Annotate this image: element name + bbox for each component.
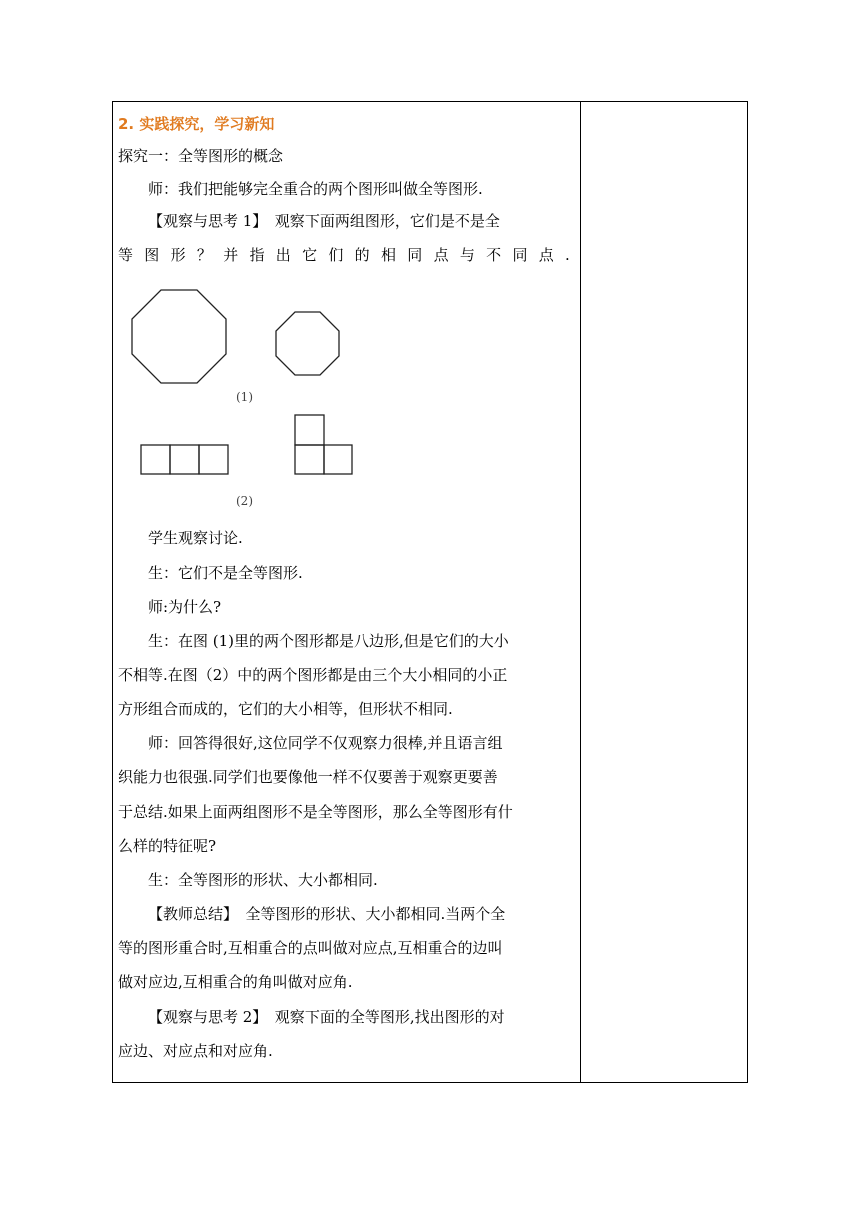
paragraph-observe1: 【观察与思考 1】 观察下面两组图形，它们是不是全 [148, 212, 500, 230]
spaced-char: 点 [433, 246, 449, 264]
spaced-char: . [565, 246, 570, 264]
spaced-char: 相 [380, 246, 396, 264]
paragraph-summary-3: 做对应边,互相重合的角叫做对应角. [118, 973, 353, 991]
spaced-char: 图 [144, 246, 160, 264]
paragraph-definition: 师：我们把能够完全重合的两个图形叫做全等图形. [148, 180, 483, 198]
large-octagon [132, 290, 226, 383]
spaced-char: 点 [538, 246, 554, 264]
paragraph-teacher-praise-3: 于总结.如果上面两组图形不是全等图形，那么全等图形有什 [118, 803, 513, 821]
spaced-char: ？ [196, 246, 212, 264]
paragraph-student-answer: 生：它们不是全等图形. [148, 564, 303, 582]
paragraph-observe2-1: 【观察与思考 2】 观察下面的全等图形,找出图形的对 [148, 1008, 505, 1026]
figure-caption-2: (2) [236, 494, 253, 508]
inquiry-title: 探究一：全等图形的概念 [118, 147, 284, 165]
paragraph-students-discuss: 学生观察讨论. [148, 529, 243, 547]
paragraph-student-explain-3: 方形组合而成的，它们的大小相等，但形状不相同. [118, 700, 453, 718]
spaced-char: 出 [275, 246, 291, 264]
section-heading: 2. 实践探究，学习新知 [118, 115, 275, 133]
l-shape-squares [295, 415, 352, 474]
paragraph-student-explain-1: 生：在图 (1)里的两个图形都是八边形,但是它们的大小 [148, 632, 509, 650]
spaced-char: 的 [354, 246, 370, 264]
spaced-char: 们 [328, 246, 344, 264]
spaced-char: 同 [407, 246, 423, 264]
spaced-char: 并 [223, 246, 239, 264]
three-squares-row [141, 445, 228, 474]
spaced-char: 与 [459, 246, 475, 264]
paragraph-summary-2: 等的图形重合时,互相重合的点叫做对应点,互相重合的边叫 [118, 939, 503, 957]
paragraph-student-feature: 生：全等图形的形状、大小都相同. [148, 871, 378, 889]
small-octagon [276, 312, 339, 375]
paragraph-summary-1: 【教师总结】 全等图形的形状、大小都相同.当两个全 [148, 905, 506, 923]
spaced-char: 等 [118, 246, 134, 264]
spaced-char: 指 [249, 246, 265, 264]
paragraph-teacher-praise-1: 师：回答得很好,这位同学不仅观察力很棒,并且语言组 [148, 734, 503, 752]
spaced-char: 同 [512, 246, 528, 264]
paragraph-student-explain-2: 不相等.在图（2）中的两个图形都是由三个大小相同的小正 [118, 666, 508, 684]
figure-caption-1: (1) [236, 390, 253, 404]
spaced-char: 不 [486, 246, 502, 264]
spaced-char: 它 [302, 246, 318, 264]
paragraph-teacher-praise-2: 织能力也很强.同学们也要像他一样不仅要善于观察更要善 [118, 768, 498, 786]
spaced-char: 形 [170, 246, 186, 264]
paragraph-teacher-why: 师:为什么? [148, 598, 222, 616]
paragraph-observe2-2: 应边、对应点和对应角. [118, 1042, 273, 1060]
paragraph-teacher-praise-4: 么样的特征呢? [118, 837, 217, 855]
